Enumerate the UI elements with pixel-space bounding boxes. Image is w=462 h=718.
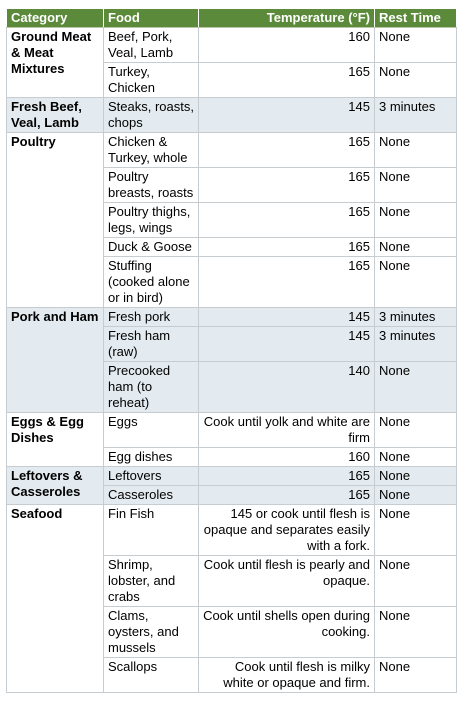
food-cell: Shrimp, lobster, and crabs [104, 556, 199, 607]
table-row [7, 413, 457, 448]
food-cell: Stuffing (cooked alone or in bird) [104, 257, 199, 308]
temperature-cell: 165 [199, 168, 375, 203]
temperature-cell: Cook until yolk and white are firm [199, 413, 375, 448]
table-row [7, 98, 457, 133]
rest-time-cell: None [375, 448, 457, 467]
rest-time-cell: None [375, 556, 457, 607]
food-cell: Steaks, roasts, chops [104, 98, 199, 133]
category-cell: Poultry [7, 133, 104, 308]
table-row [7, 467, 457, 486]
header-food: Food [104, 9, 199, 28]
rest-time-cell: None [375, 238, 457, 257]
table-row [7, 308, 457, 327]
food-cell: Egg dishes [104, 448, 199, 467]
table-body [7, 28, 457, 693]
rest-time-cell: None [375, 467, 457, 486]
rest-time-cell: None [375, 658, 457, 693]
rest-time-cell: 3 minutes [375, 327, 457, 362]
temperature-cell: 145 or cook until flesh is opaque and separates easily with a fork. [199, 505, 375, 556]
header-row [7, 9, 457, 28]
temperature-cell: 145 [199, 308, 375, 327]
temperature-cell: 160 [199, 28, 375, 63]
food-cell: Fin Fish [104, 505, 199, 556]
temperature-cell: 145 [199, 327, 375, 362]
category-cell: Fresh Beef, Veal, Lamb [7, 98, 104, 133]
food-cell: Clams, oysters, and mussels [104, 607, 199, 658]
rest-time-cell: None [375, 63, 457, 98]
food-cell: Poultry thighs, legs, wings [104, 203, 199, 238]
rest-time-cell: 3 minutes [375, 308, 457, 327]
rest-time-cell: None [375, 257, 457, 308]
food-cell: Eggs [104, 413, 199, 448]
food-cell: Fresh ham (raw) [104, 327, 199, 362]
category-cell: Eggs & Egg Dishes [7, 413, 104, 467]
rest-time-cell: None [375, 28, 457, 63]
temperature-cell: 160 [199, 448, 375, 467]
rest-time-cell: None [375, 203, 457, 238]
header-rest-time: Rest Time [375, 9, 457, 28]
temperature-cell: 165 [199, 467, 375, 486]
temperature-table [6, 8, 457, 693]
temperature-cell: Cook until flesh is milky white or opaque and firm. [199, 658, 375, 693]
rest-time-cell: None [375, 505, 457, 556]
rest-time-cell: 3 minutes [375, 98, 457, 133]
rest-time-cell: None [375, 486, 457, 505]
food-cell: Casseroles [104, 486, 199, 505]
food-cell: Duck & Goose [104, 238, 199, 257]
food-cell: Beef, Pork, Veal, Lamb [104, 28, 199, 63]
temperature-cell: 140 [199, 362, 375, 413]
category-cell: Seafood [7, 505, 104, 693]
food-cell: Fresh pork [104, 308, 199, 327]
food-cell: Precooked ham (to reheat) [104, 362, 199, 413]
temperature-cell: 165 [199, 486, 375, 505]
temperature-cell: Cook until shells open during cooking. [199, 607, 375, 658]
food-cell: Poultry breasts, roasts [104, 168, 199, 203]
food-cell: Leftovers [104, 467, 199, 486]
rest-time-cell: None [375, 133, 457, 168]
food-cell: Scallops [104, 658, 199, 693]
temperature-cell: 165 [199, 63, 375, 98]
category-cell: Ground Meat & Meat Mixtures [7, 28, 104, 98]
rest-time-cell: None [375, 607, 457, 658]
table-row [7, 133, 457, 168]
temperature-cell: 165 [199, 238, 375, 257]
food-cell: Turkey, Chicken [104, 63, 199, 98]
table-header [7, 9, 457, 28]
food-cell: Chicken & Turkey, whole [104, 133, 199, 168]
temperature-cell: Cook until flesh is pearly and opaque. [199, 556, 375, 607]
temperature-cell: 165 [199, 133, 375, 168]
rest-time-cell: None [375, 168, 457, 203]
temperature-cell: 165 [199, 257, 375, 308]
category-cell: Leftovers & Casseroles [7, 467, 104, 505]
rest-time-cell: None [375, 413, 457, 448]
category-cell: Pork and Ham [7, 308, 104, 413]
temperature-cell: 165 [199, 203, 375, 238]
table-row [7, 505, 457, 556]
temperature-cell: 145 [199, 98, 375, 133]
table-row [7, 28, 457, 63]
header-temperature: Temperature (°F) [199, 9, 375, 28]
header-category: Category [7, 9, 104, 28]
rest-time-cell: None [375, 362, 457, 413]
